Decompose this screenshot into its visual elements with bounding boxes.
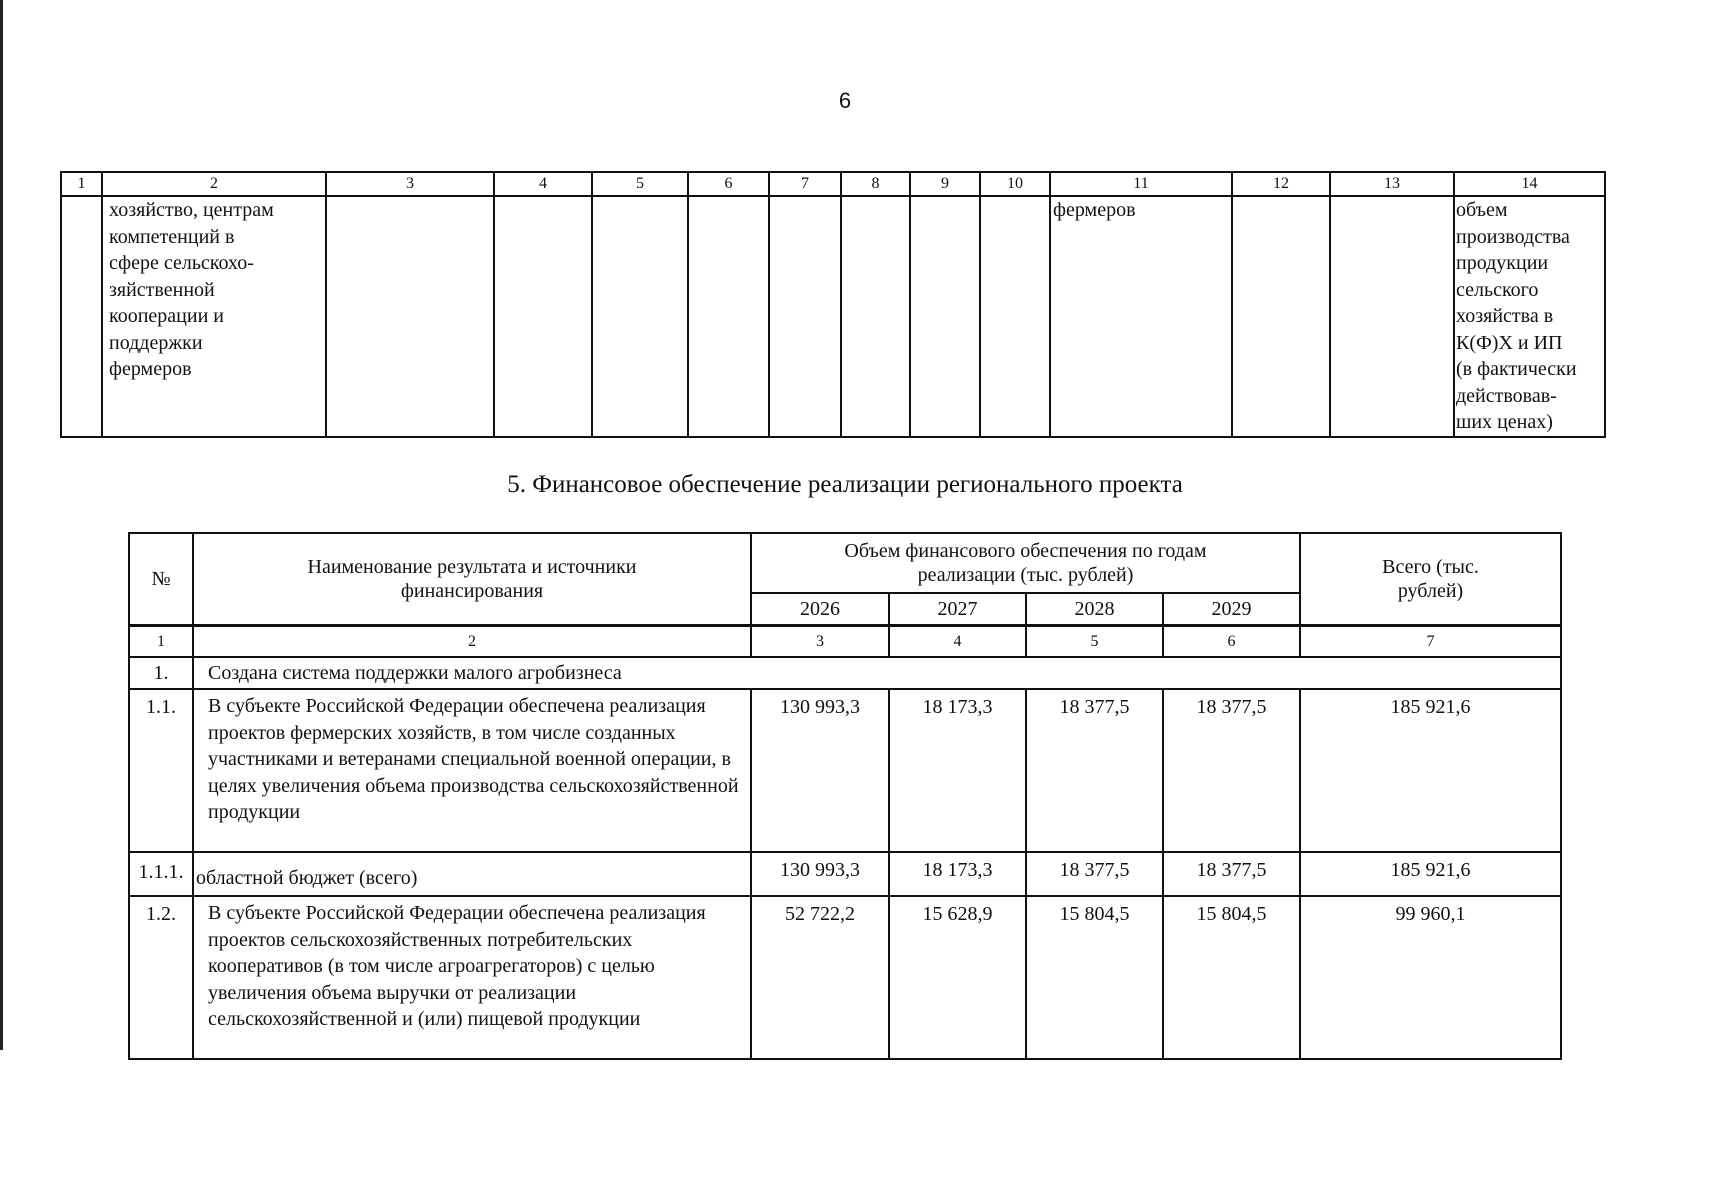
value-cell: 15 628,9 — [889, 896, 1026, 1059]
column-number: 12 — [1232, 172, 1330, 196]
result-name: областной бюджет (всего) — [193, 852, 751, 896]
column-number: 6 — [1163, 626, 1300, 658]
row-number: 1. — [129, 657, 193, 689]
indicator-cell: объем производства продукции сельского хозяйства в К(Ф)Х и ИП (в фактически действовав- ших ценах) — [1456, 199, 1577, 433]
total-cell: 185 921,6 — [1300, 852, 1561, 896]
responsible-cell: фермеров — [1053, 199, 1136, 221]
result-name: В субъекте Российской Федерации обеспечена реализация проектов фермерских хозяйств, в том числе созданных участниками и ветеранами специальной военной операции, в целях увеличения объема производства сельскохозяйственной продукции — [193, 689, 751, 852]
column-number: 4 — [494, 172, 592, 196]
column-number: 7 — [1300, 626, 1561, 658]
header-total: Всего (тыс. рублей) — [1300, 533, 1561, 626]
finance-table — [128, 532, 1562, 1060]
value-cell: 130 993,3 — [751, 852, 889, 896]
column-number: 2 — [193, 626, 751, 658]
column-number: 13 — [1330, 172, 1454, 196]
column-number: 4 — [889, 626, 1026, 658]
value-cell: 18 377,5 — [1026, 852, 1163, 896]
header-year: 2029 — [1163, 593, 1300, 626]
column-number: 14 — [1454, 172, 1605, 196]
continuation-table — [60, 171, 1606, 438]
column-number: 6 — [688, 172, 769, 196]
value-cell: 18 377,5 — [1163, 852, 1300, 896]
result-name: В субъекте Российской Федерации обеспечена реализация проектов сельскохозяйственных потребительских кооперативов (в том числе агроагрегаторов) с целью увеличения объема выручки от реализации сельскохозяйственной и (или) пищевой продукции — [193, 896, 751, 1059]
value-cell: 18 377,5 — [1026, 689, 1163, 852]
row-number: 1.2. — [129, 896, 193, 1059]
column-number: 10 — [980, 172, 1050, 196]
header-year: 2028 — [1026, 593, 1163, 626]
column-number: 2 — [102, 172, 326, 196]
section-name: Создана система поддержки малого агробизнеса — [193, 657, 1561, 689]
column-number: 8 — [841, 172, 910, 196]
header-no: № — [129, 533, 193, 626]
value-cell: 52 722,2 — [751, 896, 889, 1059]
column-number: 7 — [769, 172, 841, 196]
column-number: 5 — [1026, 626, 1163, 658]
header-year: 2027 — [889, 593, 1026, 626]
row-number: 1.1.1. — [129, 852, 193, 896]
result-name-cell: хозяйство, центрам компетенций в сфере сельскохо- зяйственной кооперации и поддержки фермеров — [109, 199, 274, 380]
column-number: 5 — [592, 172, 688, 196]
table-row — [61, 196, 1605, 437]
header-name: Наименование результата и источники финансирования — [193, 533, 751, 626]
total-cell: 99 960,1 — [1300, 896, 1561, 1059]
column-number: 11 — [1050, 172, 1232, 196]
column-number: 3 — [326, 172, 494, 196]
section-title: 5. Финансовое обеспечение реализации регионального проекта — [507, 471, 1183, 498]
total-cell: 185 921,6 — [1300, 689, 1561, 852]
header-year: 2026 — [751, 593, 889, 626]
column-number-row — [129, 626, 1561, 658]
table-row — [129, 896, 1561, 1059]
table-row — [129, 852, 1561, 896]
value-cell: 18 173,3 — [889, 689, 1026, 852]
column-number: 3 — [751, 626, 889, 658]
value-cell: 18 173,3 — [889, 852, 1026, 896]
value-cell: 18 377,5 — [1163, 689, 1300, 852]
header-row — [129, 533, 1561, 593]
value-cell: 15 804,5 — [1163, 896, 1300, 1059]
column-number: 9 — [910, 172, 980, 196]
table-row — [129, 689, 1561, 852]
column-number: 1 — [129, 626, 193, 658]
value-cell: 130 993,3 — [751, 689, 889, 852]
column-number-row — [61, 172, 1605, 196]
scan-edge-line — [0, 0, 3, 1050]
row-number: 1.1. — [129, 689, 193, 852]
section-row — [129, 657, 1561, 689]
page-number: 6 — [838, 88, 852, 113]
value-cell: 15 804,5 — [1026, 896, 1163, 1059]
column-number: 1 — [61, 172, 102, 196]
header-volume: Объем финансового обеспечения по годам реализации (тыс. рублей) — [751, 533, 1300, 593]
